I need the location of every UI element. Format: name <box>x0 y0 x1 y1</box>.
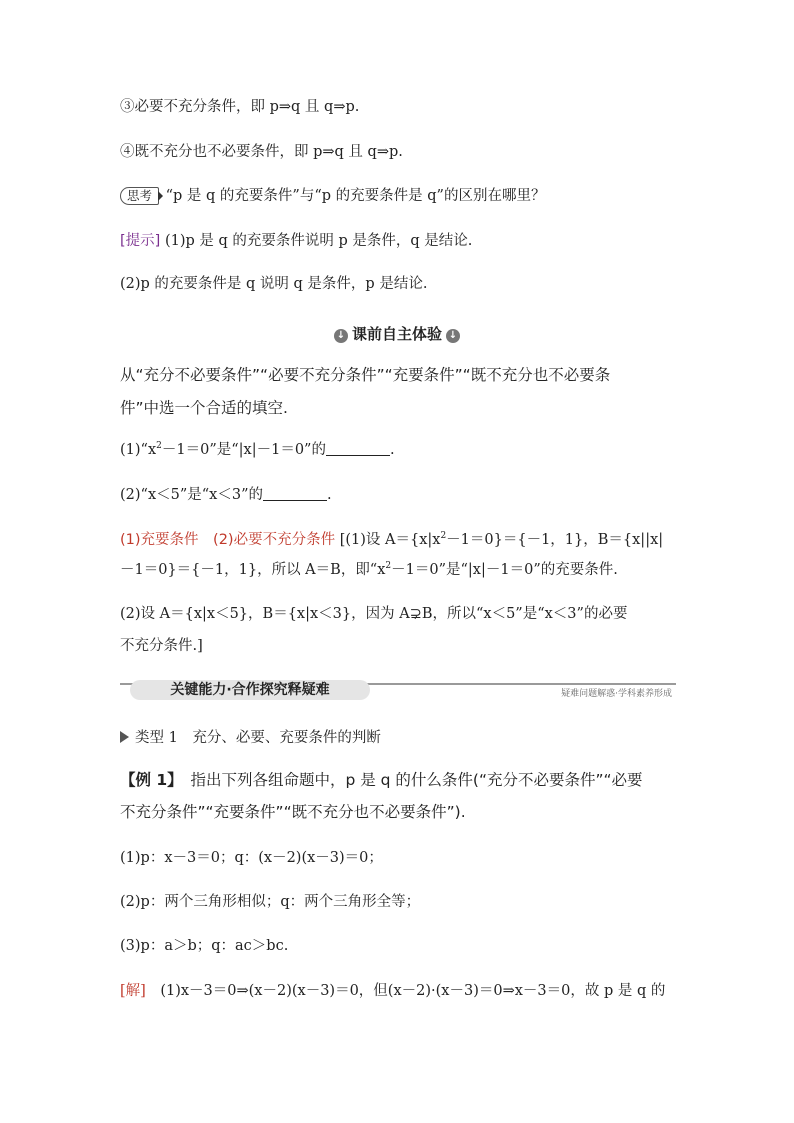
intro-line-2: 件”中选一个合适的填空. <box>120 399 288 417</box>
section-heading <box>0 324 794 344</box>
type-heading <box>120 728 381 748</box>
answer-line-3: (2)设 A＝{x|x＜5}，B＝{x|x＜3}，因为 A⊋B，所以“x＜5”是“x＜3”的必要 <box>120 606 628 622</box>
banner-subtitle: 疑难问题解惑·学科素养形成 <box>561 689 672 699</box>
q1-post: －1＝0”是“|x|－1＝0”的 <box>161 442 326 458</box>
prop-3: (3)p：a＞b；q：ac＞bc. <box>120 938 289 954</box>
q1-pre: (1)“x <box>120 442 157 458</box>
superscript: 2 <box>156 441 162 451</box>
answer-summary: (1)充要条件 (2)必要不充分条件 <box>120 532 336 548</box>
hint-tag: [提示] <box>120 233 161 249</box>
intro-line-1: 从“充分不必要条件”“必要不充分条件”“充要条件”“既不充分也不必要条 <box>120 366 611 384</box>
q1-end: . <box>389 442 395 458</box>
q2-pre: (2)“x＜5”是“x＜3”的 <box>120 487 263 503</box>
down-arrow-icon: ↓ <box>446 329 460 343</box>
answer-text: －1＝0}＝{－1，1}，所以 A＝B，即“x <box>120 562 386 578</box>
hint-line-2: (2)p 的充要条件是 q 说明 q 是条件，p 是结论. <box>120 276 428 292</box>
prop-2: (2)p：两个三角形相似；q：两个三角形全等； <box>120 894 421 910</box>
answer-blank <box>263 486 327 501</box>
banner-title: 关键能力·合作探究释疑难 <box>130 680 370 700</box>
example-line-1 <box>120 770 643 790</box>
prop-1: (1)p：x－3＝0；q：(x－2)(x－3)＝0； <box>120 850 383 866</box>
q2-end: . <box>327 487 332 503</box>
answer-text: －1＝0”是“|x|－1＝0”的充要条件. <box>391 562 618 578</box>
section-title: 课前自主体验 <box>351 325 442 343</box>
superscript: 2 <box>440 531 447 541</box>
section-banner <box>120 680 676 700</box>
think-text: “p 是 q 的充要条件”与“p 的充要条件是 q”的区别在哪里？ <box>165 188 546 204</box>
solution-text: (1)x－3＝0⇒(x－2)(x－3)＝0，但(x－2)·(x－3)＝0⇒x－3＝0，故 p 是 q 的 <box>145 983 666 999</box>
question-2 <box>120 485 332 505</box>
down-arrow-icon: ↓ <box>334 329 348 343</box>
answer-text: －1＝0}＝{－1，1}，B＝{x||x| <box>446 532 664 548</box>
answer-line-2 <box>120 560 618 580</box>
think-question <box>120 186 545 206</box>
hint-text: (1)p 是 q 的充要条件说明 p 是条件，q 是结论. <box>164 233 473 249</box>
answer-text: [(1)设 A＝{x|x <box>339 532 441 548</box>
example-text: 指出下列各组命题中，p 是 q 的什么条件(“充分不必要条件”“必要 <box>174 771 643 789</box>
superscript: 2 <box>385 561 392 571</box>
example-label: 【例 1】 <box>120 771 175 789</box>
solution-line <box>120 981 665 1001</box>
condition-3-line: ③必要不充分条件，即 p⇒q 且 q⇒p. <box>120 99 360 115</box>
type-label: 类型 1 充分、必要、充要条件的判断 <box>135 730 381 746</box>
condition-4-line: ④既不充分也不必要条件，即 p⇒q 且 q⇒p. <box>120 144 403 160</box>
play-triangle-icon <box>120 731 129 743</box>
hint-line-1 <box>120 231 472 251</box>
answer-line-4: 不充分条件.] <box>120 638 203 654</box>
solution-tag: [解] <box>120 983 146 999</box>
answer-blank <box>326 441 390 456</box>
question-1 <box>120 440 395 460</box>
answer-line-1 <box>120 530 663 550</box>
example-line-2: 不充分条件”“充要条件”“既不充分也不必要条件”). <box>120 803 466 821</box>
think-tag: 思考 <box>120 187 159 205</box>
